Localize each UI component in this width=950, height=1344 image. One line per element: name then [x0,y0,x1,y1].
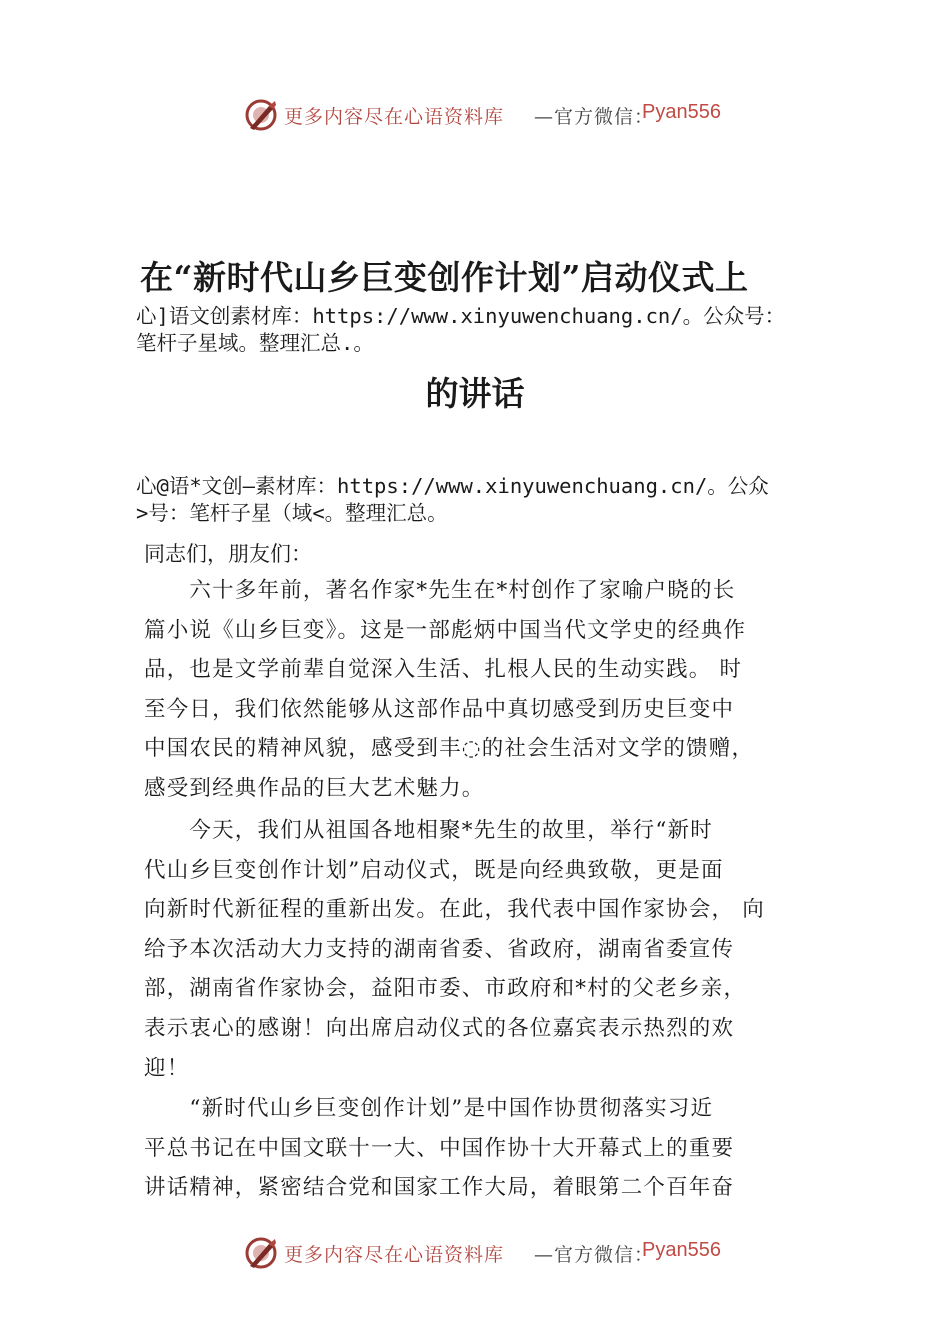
paragraph-line: 至今日，我们依然能够从这部作品中真切感受到历史巨变中 [144,696,735,722]
watermark-line: >号：笔杆子星（域<。整理汇总。 [136,501,448,525]
pen-logo-icon [244,1236,278,1270]
banner-wechat-id: Pyan556 [642,1239,721,1261]
banner-main-text: 更多内容尽在心语资料库 [284,106,505,128]
paragraph-line: 表示衷心的感谢！向出席启动仪式的各位嘉宾表示热烈的欢 [144,1015,735,1041]
paragraph-line: “新时代山乡巨变创作计划”是中国作协贯彻落实习近 [144,1096,714,1121]
greeting: 同志们，朋友们： [144,542,312,566]
document-title-line1: 在“新时代山乡巨变创作计划”启动仪式上 [140,258,749,297]
paragraph-line: 部，湖南省作家协会，益阳市委、市政府和*村的父老乡亲， [144,976,747,1002]
paragraph-line: 今天，我们从祖国各地相聚*先生的故里，举行“新时 [144,818,713,843]
watermark-block-2 [136,473,856,527]
paragraph-line: 中国农民的精神风貌，感受到丰◌的社会生活对文学的馈赠， [144,736,755,762]
watermark-line: 笔杆子星域。整理汇总.。 [136,331,374,355]
paragraph-line: 代山乡巨变创作计划”启动仪式，既是向经典致敬，更是面 [144,857,724,883]
paragraph-line: 六十多年前，著名作家*先生在*村创作了家喻户晓的长 [144,578,736,603]
paragraph-line: 迎！ [144,1055,190,1081]
footer-banner [0,1228,950,1278]
paragraph-2 [144,811,765,1088]
pen-logo-icon [244,98,278,132]
watermark-block-1 [136,303,856,357]
paragraph-line: 讲话精神，紧密结合党和国家工作大局，着眼第二个百年奋 [144,1175,735,1201]
header-banner [0,90,950,140]
paragraph-line: 给予本次活动大力支持的湖南省委、省政府，湖南省委宣传 [144,936,735,962]
paragraph-line: 品，也是文学前辈自觉深入生活、扎根人民的生动实践。 时 [144,657,743,683]
banner-wechat-label: —官方微信： [534,1244,655,1266]
paragraph-1 [144,571,754,809]
banner-main-text: 更多内容尽在心语资料库 [284,1244,505,1266]
paragraph-3 [144,1089,734,1208]
watermark-line: 心@语*文创—素材库：https://www.xinyuwenchuang.cn/。公众 [136,474,769,498]
paragraph-line: 向新时代新征程的重新出发。在此，我代表中国作家协会， 向 [144,897,765,923]
watermark-line: 心]语文创素材库：https://www.xinyuwenchuang.cn/。公众号： [136,304,786,328]
paragraph-line: 感受到经典作品的巨大艺术魅力。 [144,775,485,801]
banner-wechat-id: Pyan556 [642,101,721,123]
paragraph-line: 篇小说《山乡巨变》。这是一部彪炳中国当代文学史的经典作 [144,617,747,643]
document-title-line2: 的讲话 [425,374,525,413]
paragraph-line: 平总书记在中国文联十一大、中国作协十大开幕式上的重要 [144,1135,735,1161]
banner-wechat-label: —官方微信： [534,106,655,128]
